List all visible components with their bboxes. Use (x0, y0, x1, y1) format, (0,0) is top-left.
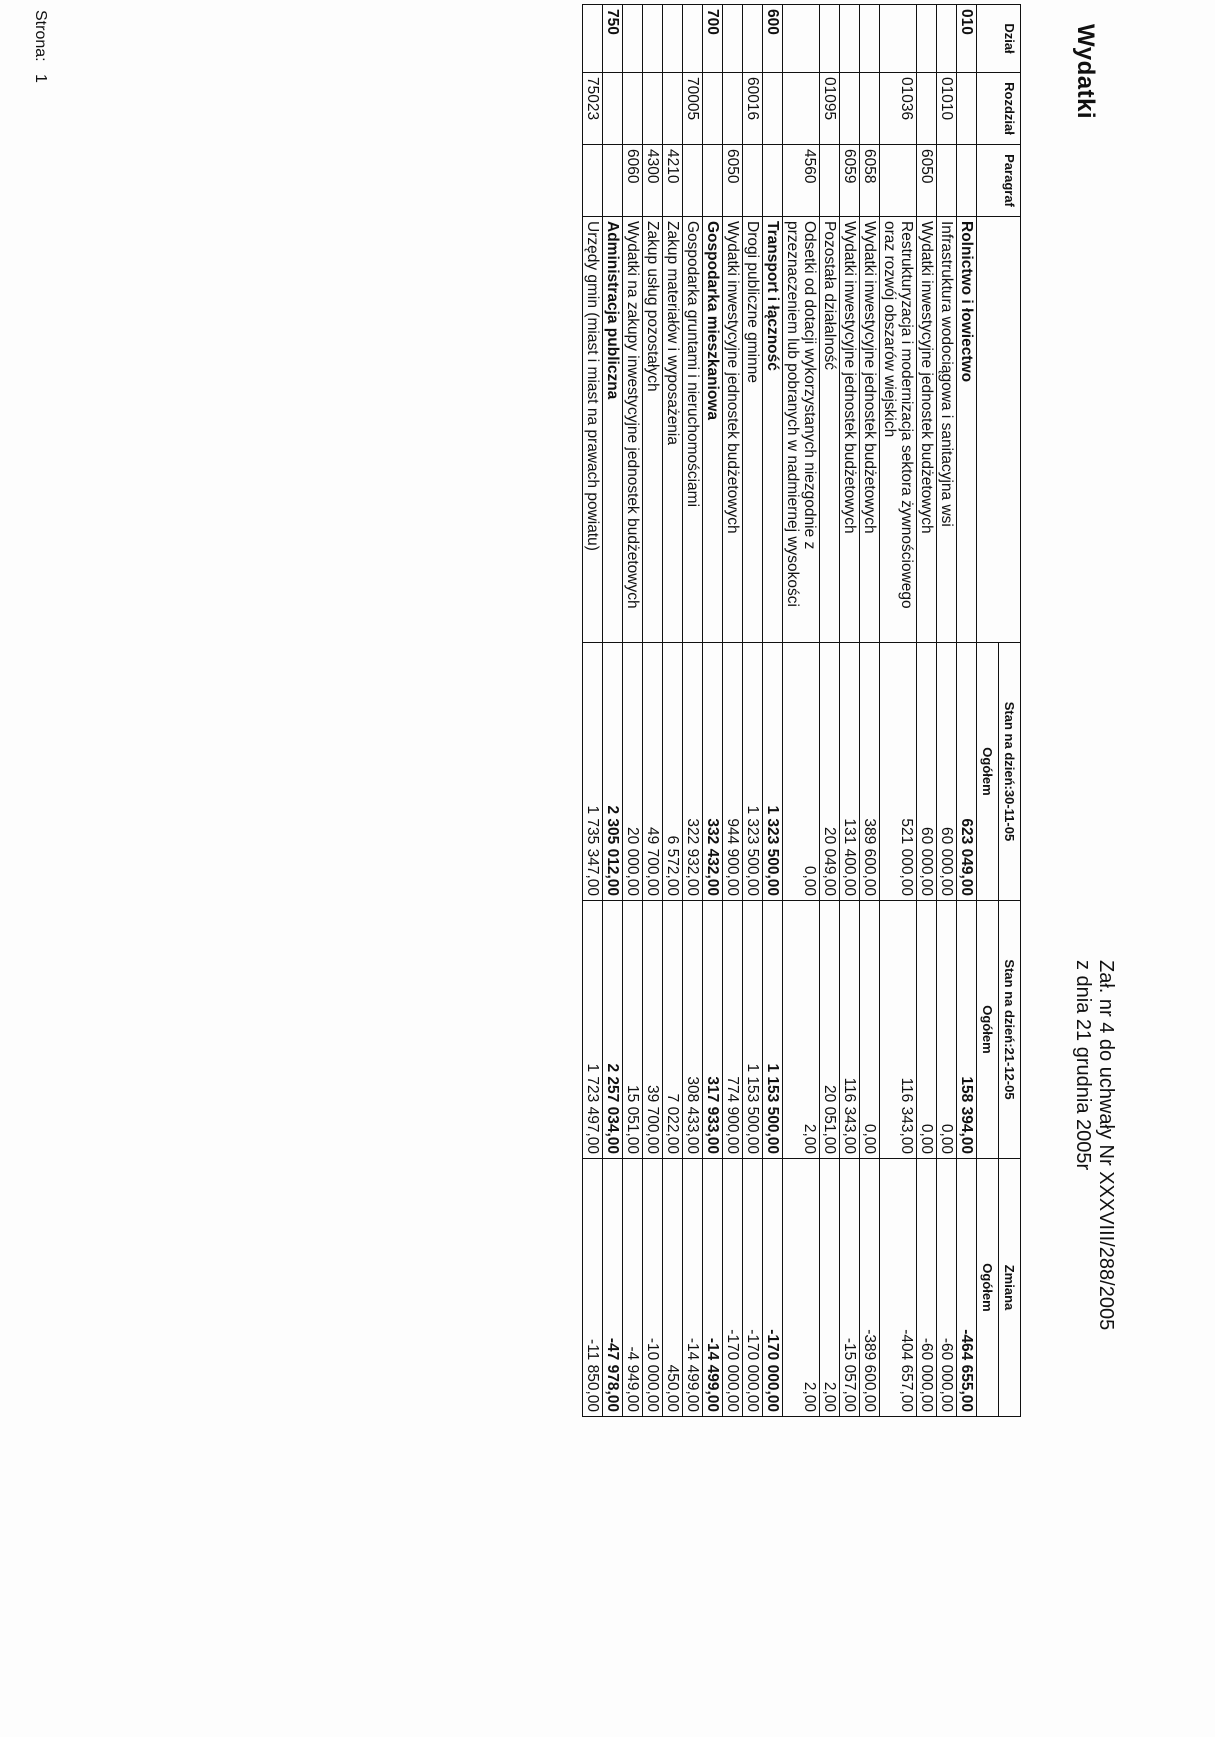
paragraf-cell: 4300 (643, 145, 663, 217)
name-cell: Administracja publiczna (603, 217, 623, 643)
rozdzial-cell (957, 73, 977, 145)
paragraf-cell (820, 145, 840, 217)
amount-a-cell: 623 049,00 (957, 643, 977, 901)
rozdzial-cell: 60016 (743, 73, 763, 145)
name-cell: Wydatki inwestycyjne jednostek budżetowych (723, 217, 743, 643)
dzial-cell (783, 5, 820, 73)
amount-b-cell: 39 700,00 (643, 901, 663, 1159)
dzial-cell (623, 5, 643, 73)
table-row (723, 5, 743, 1417)
header-paragraf: Paragraf (977, 145, 1021, 217)
amount-b-cell: 2,00 (783, 901, 820, 1159)
amount-b-cell: 308 433,00 (683, 901, 703, 1159)
dzial-cell (583, 5, 603, 73)
table-row (623, 5, 643, 1417)
amount-b-cell: 1 723 497,00 (583, 901, 603, 1159)
name-cell: Transport i łączność (763, 217, 783, 643)
amount-a-cell: 1 735 347,00 (583, 643, 603, 901)
rozdzial-cell (723, 73, 743, 145)
dzial-cell (663, 5, 683, 73)
expenditure-table (582, 4, 1021, 1417)
subheader-col-a: Ogółem (977, 643, 999, 901)
paragraf-cell (603, 145, 623, 217)
rozdzial-cell (623, 73, 643, 145)
amount-c-cell: 2,00 (783, 1159, 820, 1417)
amount-c-cell: 2,00 (820, 1159, 840, 1417)
rozdzial-cell (763, 73, 783, 145)
header-col-a: Stan na dzień:30-11-05 (999, 643, 1021, 901)
name-cell: Zakup usług pozostałych (643, 217, 663, 643)
page-title: Wydatki (1072, 24, 1099, 120)
amount-b-cell: 20 051,00 (820, 901, 840, 1159)
amount-b-cell: 2 257 034,00 (603, 901, 623, 1159)
amount-a-cell: 60 000,00 (937, 643, 957, 901)
amount-c-cell: -10 000,00 (643, 1159, 663, 1417)
name-cell: Odsetki od dotacji wykorzystanych niezgodnie z przeznaczeniem lub pobranych w nadmiernej wysokości (783, 217, 820, 643)
table-body (583, 5, 977, 1417)
table-row (643, 5, 663, 1417)
rozdzial-cell: 01010 (937, 73, 957, 145)
dzial-cell: 750 (603, 5, 623, 73)
rozdzial-cell (703, 73, 723, 145)
paragraf-cell (880, 145, 917, 217)
amount-a-cell: 2 305 012,00 (603, 643, 623, 901)
amount-a-cell: 6 572,00 (663, 643, 683, 901)
amount-a-cell: 389 600,00 (860, 643, 880, 901)
amount-c-cell: 450,00 (663, 1159, 683, 1417)
footer-label: Strona: (32, 10, 49, 62)
paragraf-cell (957, 145, 977, 217)
resolution-number: Zał. nr 4 do uchwały Nr XXXVIII/288/2005 (1095, 960, 1117, 1331)
rozdzial-cell (643, 73, 663, 145)
amount-b-cell: 317 933,00 (703, 901, 723, 1159)
amount-b-cell: 1 153 500,00 (763, 901, 783, 1159)
amount-c-cell: -60 000,00 (917, 1159, 937, 1417)
dzial-cell: 600 (763, 5, 783, 73)
amount-b-cell: 116 343,00 (880, 901, 917, 1159)
amount-b-cell: 0,00 (860, 901, 880, 1159)
paragraf-cell: 4210 (663, 145, 683, 217)
paragraf-cell: 4560 (783, 145, 820, 217)
paragraf-cell: 6058 (860, 145, 880, 217)
table-row (603, 5, 623, 1417)
table-row (783, 5, 820, 1417)
amount-c-cell: -170 000,00 (763, 1159, 783, 1417)
rozdzial-cell: 01095 (820, 73, 840, 145)
paragraf-cell: 6050 (917, 145, 937, 217)
name-cell: Wydatki inwestycyjne jednostek budżetowych (860, 217, 880, 643)
name-cell: Wydatki inwestycyjne jednostek budżetowych (917, 217, 937, 643)
paragraf-cell (703, 145, 723, 217)
dzial-cell (937, 5, 957, 73)
name-cell: Wydatki inwestycyjne jednostek budżetowych (840, 217, 860, 643)
amount-a-cell: 332 432,00 (703, 643, 723, 901)
table-row (860, 5, 880, 1417)
name-cell: Rolnictwo i łowiectwo (957, 217, 977, 643)
table-row (763, 5, 783, 1417)
dzial-cell: 700 (703, 5, 723, 73)
amount-c-cell: -170 000,00 (723, 1159, 743, 1417)
amount-a-cell: 20 000,00 (623, 643, 643, 901)
paragraf-cell: 6060 (623, 145, 643, 217)
amount-a-cell: 131 400,00 (840, 643, 860, 901)
header-rozdzial: Rozdział (977, 73, 1021, 145)
amount-c-cell: -11 850,00 (583, 1159, 603, 1417)
header-row (999, 5, 1021, 1417)
dzial-cell (643, 5, 663, 73)
rozdzial-cell (860, 73, 880, 145)
name-cell: Wydatki na zakupy inwestycyjne jednostek budżetowych (623, 217, 643, 643)
name-cell: Drogi publiczne gminne (743, 217, 763, 643)
amount-a-cell: 60 000,00 (917, 643, 937, 901)
rozdzial-cell (603, 73, 623, 145)
rozdzial-cell: 01036 (880, 73, 917, 145)
table-header (977, 5, 1021, 1417)
table-row (743, 5, 763, 1417)
amount-c-cell: -14 499,00 (703, 1159, 723, 1417)
table-row (583, 5, 603, 1417)
dzial-cell (840, 5, 860, 73)
dzial-cell: 010 (957, 5, 977, 73)
rozdzial-cell (663, 73, 683, 145)
amount-b-cell: 7 022,00 (663, 901, 683, 1159)
amount-c-cell: -170 000,00 (743, 1159, 763, 1417)
page-footer (31, 10, 49, 91)
amount-c-cell: -404 657,00 (880, 1159, 917, 1417)
dzial-cell (723, 5, 743, 73)
amount-c-cell: -464 655,00 (957, 1159, 977, 1417)
header-name (977, 217, 1021, 643)
amount-b-cell: 158 394,00 (957, 901, 977, 1159)
paragraf-cell (683, 145, 703, 217)
amount-a-cell: 20 049,00 (820, 643, 840, 901)
dzial-cell (820, 5, 840, 73)
rozdzial-cell: 70005 (683, 73, 703, 145)
paragraf-cell (583, 145, 603, 217)
name-cell: Gospodarka mieszkaniowa (703, 217, 723, 643)
subheader-col-c: Ogółem (977, 1159, 999, 1417)
name-cell: Gospodarka gruntami i nieruchomościami (683, 217, 703, 643)
table-row (880, 5, 917, 1417)
rozdzial-cell (840, 73, 860, 145)
amount-a-cell: 322 932,00 (683, 643, 703, 901)
amount-a-cell: 1 323 500,00 (763, 643, 783, 901)
amount-b-cell: 1 153 500,00 (743, 901, 763, 1159)
amount-c-cell: -4 949,00 (623, 1159, 643, 1417)
amount-b-cell: 116 343,00 (840, 901, 860, 1159)
paragraf-cell: 6059 (840, 145, 860, 217)
amount-b-cell: 0,00 (937, 901, 957, 1159)
table-row (663, 5, 683, 1417)
amount-b-cell: 15 051,00 (623, 901, 643, 1159)
name-cell: Restrukturyzacja i modernizacja sektora żywnościowego oraz rozwój obszarów wiejskich (880, 217, 917, 643)
amount-b-cell: 0,00 (917, 901, 937, 1159)
name-cell: Zakup materiałów i wyposażenia (663, 217, 683, 643)
header-col-b: Stan na dzień:21-12-05 (999, 901, 1021, 1159)
amount-c-cell: -15 057,00 (840, 1159, 860, 1417)
table-row (683, 5, 703, 1417)
amount-c-cell: -47 978,00 (603, 1159, 623, 1417)
amount-b-cell: 774 900,00 (723, 901, 743, 1159)
table-row (820, 5, 840, 1417)
paragraf-cell (937, 145, 957, 217)
resolution-date: z dnia 21 grudnia 2005r (1072, 960, 1094, 1171)
table-row (917, 5, 937, 1417)
name-cell: Pozostała działalność (820, 217, 840, 643)
amount-c-cell: -389 600,00 (860, 1159, 880, 1417)
resolution-reference (1071, 960, 1117, 1330)
paragraf-cell: 6050 (723, 145, 743, 217)
subheader-col-b: Ogółem (977, 901, 999, 1159)
amount-c-cell: -14 499,00 (683, 1159, 703, 1417)
name-cell: Urzędy gmin (miast i miast na prawach powiatu) (583, 217, 603, 643)
table-row (937, 5, 957, 1417)
amount-a-cell: 1 323 500,00 (743, 643, 763, 901)
dzial-cell (917, 5, 937, 73)
amount-a-cell: 944 900,00 (723, 643, 743, 901)
table-row (840, 5, 860, 1417)
footer-page-number: 1 (32, 74, 49, 83)
amount-a-cell: 49 700,00 (643, 643, 663, 901)
dzial-cell (683, 5, 703, 73)
amount-a-cell: 521 000,00 (880, 643, 917, 901)
dzial-cell (743, 5, 763, 73)
amount-a-cell: 0,00 (783, 643, 820, 901)
dzial-cell (880, 5, 917, 73)
table-row (703, 5, 723, 1417)
paragraf-cell (763, 145, 783, 217)
rozdzial-cell (917, 73, 937, 145)
paragraf-cell (743, 145, 763, 217)
header-dzial: Dział (977, 5, 1021, 73)
table-row (957, 5, 977, 1417)
amount-c-cell: -60 000,00 (937, 1159, 957, 1417)
header-col-c: Zmiana (999, 1159, 1021, 1417)
dzial-cell (860, 5, 880, 73)
rozdzial-cell: 75023 (583, 73, 603, 145)
name-cell: Infrastruktura wodociągowa i sanitacyjna wsi (937, 217, 957, 643)
rozdzial-cell (783, 73, 820, 145)
